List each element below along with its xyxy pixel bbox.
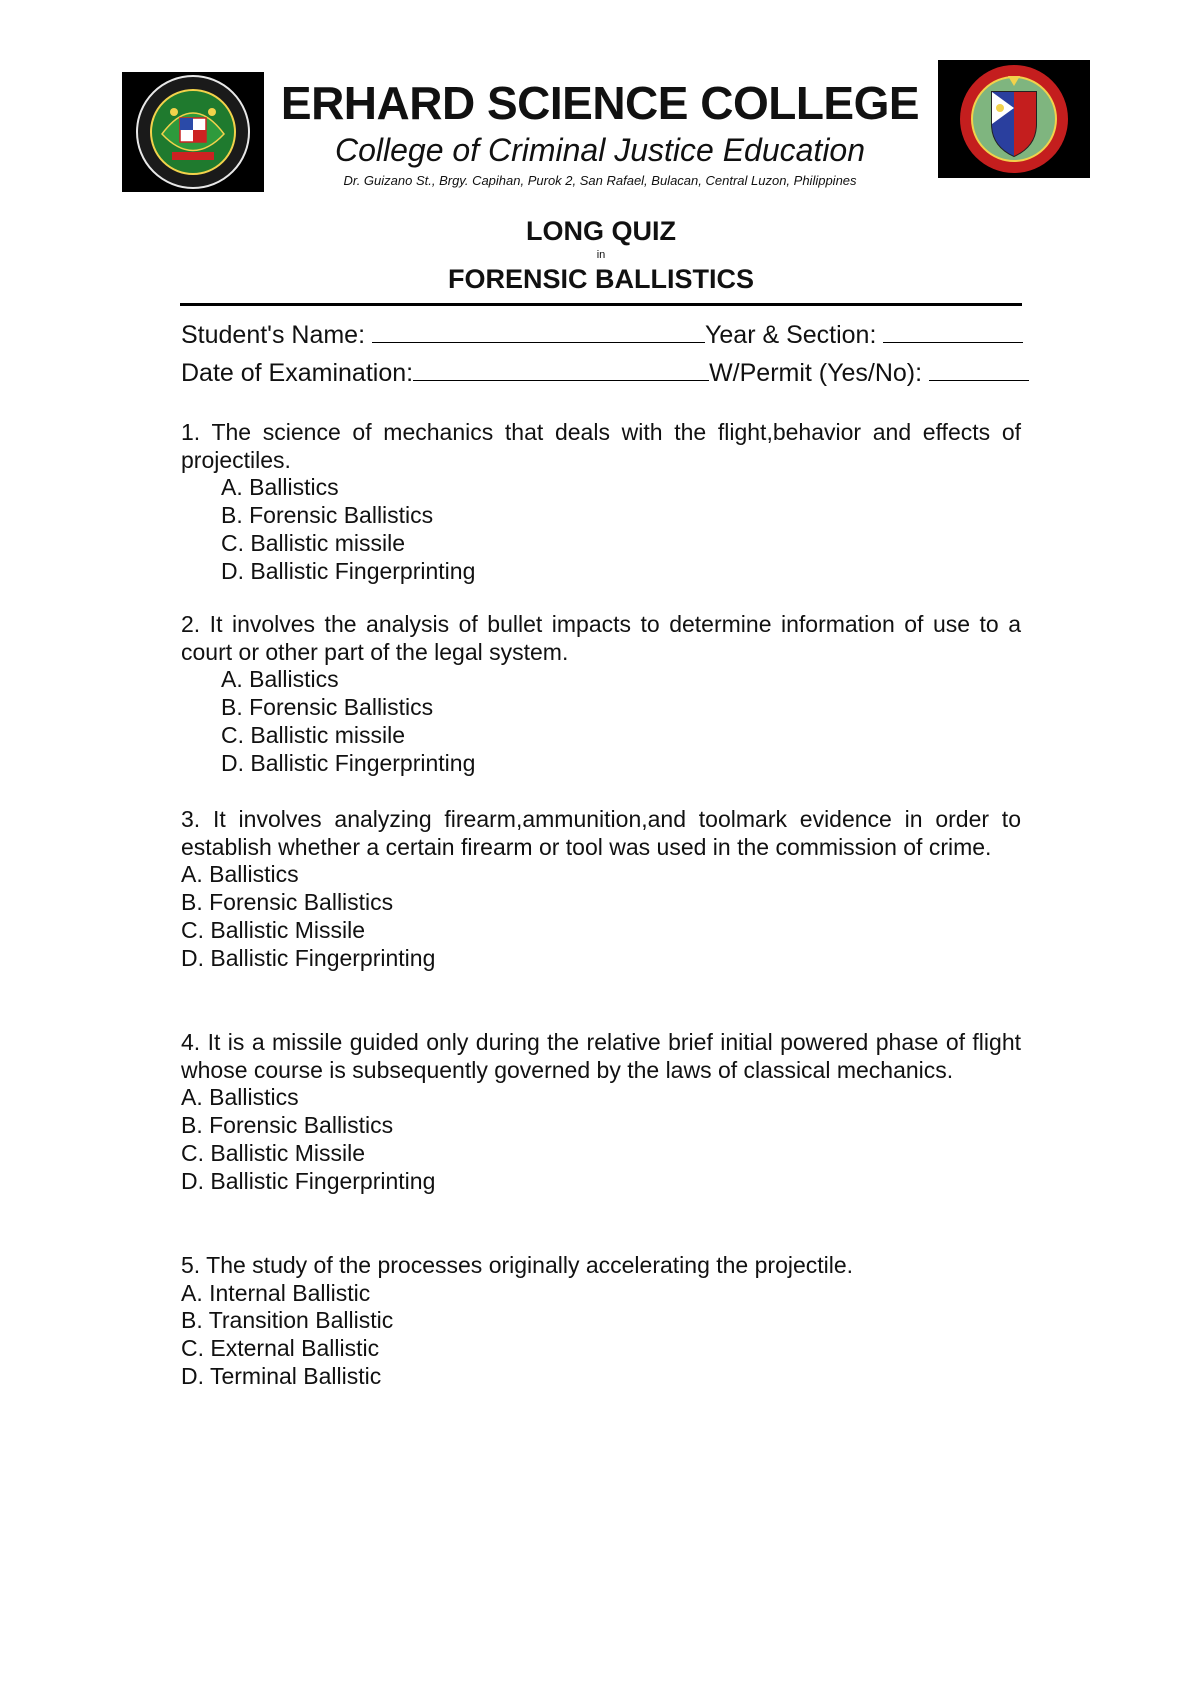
question-3 [181, 806, 1021, 972]
criminology-seal-logo [938, 60, 1090, 178]
choice-d: D. Ballistic Fingerprinting [221, 557, 476, 584]
title-connector: in [596, 249, 606, 261]
header-divider [180, 303, 1022, 306]
question-text: 2. It involves the analysis of bullet impacts to determine information of use to a court or other part of the legal system. [181, 611, 1021, 665]
choice-a: A. Ballistics [221, 666, 339, 693]
field-row-date [181, 356, 1029, 388]
field-row-name [181, 318, 1023, 350]
question-2 [181, 611, 1021, 777]
choice-b: B. Forensic Ballistics [181, 889, 394, 916]
choice-b: B. Forensic Ballistics [221, 502, 434, 529]
choice-list [181, 474, 1021, 585]
subject-title: FORENSIC BALLISTICS [447, 264, 754, 294]
choice-c: C. Ballistic Missile [181, 1139, 366, 1166]
criminology-shield-seal-icon [938, 60, 1090, 178]
choice-c: C. Ballistic missile [221, 721, 406, 748]
department-name: College of Criminal Justice Education [334, 132, 866, 168]
college-seal-icon [122, 72, 264, 192]
student-name-blank[interactable] [372, 318, 705, 343]
choice-c: C. Ballistic missile [221, 529, 406, 556]
choice-list [181, 1084, 1021, 1195]
choice-b: B. Forensic Ballistics [221, 694, 434, 721]
question-4 [181, 1029, 1021, 1195]
year-section-label: Year & Section: [705, 321, 877, 349]
choice-list [181, 861, 1021, 972]
question-text: 5. The study of the processes originally accelerating the projectile. [181, 1252, 854, 1278]
choice-list [181, 1280, 1021, 1391]
choice-d: D. Terminal Ballistic [181, 1362, 382, 1389]
choice-list [181, 666, 1021, 777]
question-text: 1. The science of mechanics that deals with the flight,behavior and effects of projectiles. [181, 419, 1021, 473]
choice-a: A. Ballistics [181, 1084, 299, 1111]
choice-c: C. Ballistic Missile [181, 916, 366, 943]
choice-d: D. Ballistic Fingerprinting [221, 749, 476, 776]
permit-label: W/Permit (Yes/No): [709, 359, 923, 387]
student-name-label: Student's Name: [181, 321, 366, 349]
college-seal-logo [122, 72, 264, 192]
quiz-titles [180, 214, 1022, 296]
exam-date-blank[interactable] [413, 356, 709, 381]
school-header [270, 76, 930, 190]
year-section-blank[interactable] [883, 318, 1023, 343]
choice-a: A. Internal Ballistic [181, 1279, 371, 1306]
choice-b: B. Forensic Ballistics [181, 1112, 394, 1139]
choice-a: A. Ballistics [221, 474, 339, 501]
choice-b: B. Transition Ballistic [181, 1307, 394, 1334]
choice-a: A. Ballistics [181, 861, 299, 888]
choice-d: D. Ballistic Fingerprinting [181, 944, 436, 971]
choice-d: D. Ballistic Fingerprinting [181, 1167, 436, 1194]
school-address: Dr. Guizano St., Brgy. Capihan, Purok 2, San Rafael, Bulacan, Central Luzon, Philippines [343, 173, 857, 188]
choice-c: C. External Ballistic [181, 1335, 380, 1362]
college-name: ERHARD SCIENCE COLLEGE [280, 77, 920, 129]
exam-date-label: Date of Examination: [181, 359, 414, 387]
permit-blank[interactable] [929, 356, 1029, 381]
question-text: 3. It involves analyzing firearm,ammunition,and toolmark evidence in order to establish whether a certain firearm or tool was used in the commission of crime. [181, 806, 1021, 860]
quiz-title: LONG QUIZ [526, 216, 676, 246]
question-1 [181, 419, 1021, 585]
question-text: 4. It is a missile guided only during the relative brief initial powered phase of flight whose course is subsequently governed by the laws of classical mechanics. [181, 1029, 1021, 1083]
question-5 [181, 1252, 1021, 1391]
